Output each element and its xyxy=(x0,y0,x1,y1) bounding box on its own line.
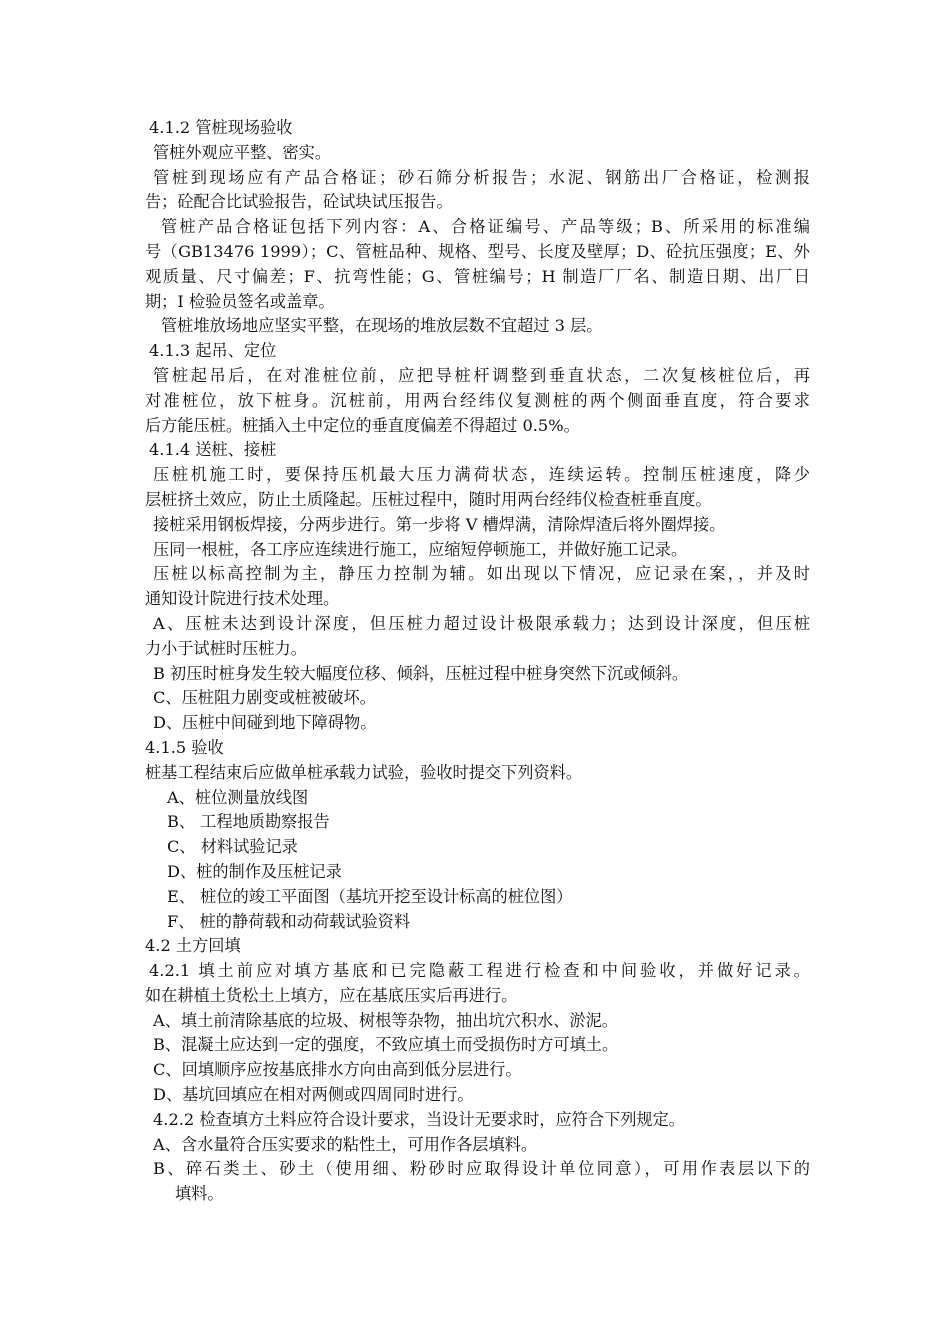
list-item-continuation: 填料。 xyxy=(175,1184,224,1204)
list-item: C、压桩阻力剧变或桩被破坏。 xyxy=(153,688,376,708)
list-item: F、 桩的静荷载和动荷载试验资料 xyxy=(167,911,411,931)
paragraph-line: 观质量、尺寸偏差；F、抗弯性能；G、管桩编号；H 制造厂厂名、制造日期、出厂日 xyxy=(145,266,810,286)
paragraph-line: 管桩到现场应有产品合格证；砂石筛分析报告；水泥、钢筋出厂合格证，检测报 xyxy=(153,167,810,187)
paragraph-line: 期；I 检验员签名或盖章。 xyxy=(145,291,335,311)
paragraph-line: 告；砼配合比试验报告，砼试块试压报告。 xyxy=(145,192,453,212)
paragraph-line: 号（GB13476 1999）；C、管桩品种、规格、型号、长度及壁厚；D、砼抗压强度；E、外 xyxy=(145,241,810,261)
list-item: A、含水量符合压实要求的粘性土，可用作各层填料。 xyxy=(153,1134,538,1154)
list-item: B、碎石类土、砂土（使用细、粉砂时应取得设计单位同意），可用作表层以下的 xyxy=(153,1159,810,1179)
paragraph-line: 管桩产品合格证包括下列内容：A、合格证编号、产品等级；B、所采用的标准编 xyxy=(161,217,810,237)
list-item: C、 材料试验记录 xyxy=(167,837,298,857)
paragraph-line: 层桩挤土效应，防止土质隆起。压桩过程中，随时用两台经纬仪检查桩垂直度。 xyxy=(145,489,712,509)
paragraph-line: 4.2.1 填土前应对填方基底和已完隐蔽工程进行检查和中间验收，并做好记录。 xyxy=(149,961,810,981)
paragraph-line: 通知设计院进行技术处理。 xyxy=(145,589,340,609)
section-heading-4-1-3: 4.1.3 起吊、定位 xyxy=(149,341,277,361)
document-body xyxy=(145,116,810,1207)
paragraph-line: 对准桩位，放下桩身。沉桩前，用两台经纬仪复测桩的两个侧面垂直度，符合要求 xyxy=(145,390,810,410)
paragraph-line: 如在耕植土货松土上填方，应在基底压实后再进行。 xyxy=(145,985,518,1005)
list-item: E、 桩位的竣工平面图（基坑开挖至设计标高的桩位图） xyxy=(167,886,573,906)
list-item: B 初压时桩身发生较大幅度位移、倾斜，压桩过程中桩身突然下沉或倾斜。 xyxy=(153,663,689,683)
paragraph-line: 桩基工程结束后应做单桩承载力试验，验收时提交下列资料。 xyxy=(145,762,583,782)
list-item: A、填土前清除基底的垃圾、树根等杂物，抽出坑穴积水、淤泥。 xyxy=(153,1010,618,1030)
list-item: D、基坑回填应在相对两侧或四周同时进行。 xyxy=(153,1085,474,1105)
paragraph-line: 接桩采用钢板焊接，分两步进行。第一步将 V 槽焊满，清除焊渣后将外圈焊接。 xyxy=(153,514,726,534)
list-item: B、混凝土应达到一定的强度，不致应填土而受损伤时方可填土。 xyxy=(153,1035,619,1055)
paragraph-line: 力小于试桩时压桩力。 xyxy=(145,638,307,658)
paragraph-line: 管桩外观应平整、密实。 xyxy=(153,142,332,162)
list-item: B、 工程地质勘察报告 xyxy=(167,812,330,832)
paragraph-line: 管桩起吊后，在对准桩位前，应把导桩杆调整到垂直状态，二次复核桩位后，再 xyxy=(153,365,810,385)
paragraph-line: 压桩机施工时，要保持压机最大压力满荷状态，连续运转。控制压桩速度，降少 xyxy=(153,465,810,485)
section-heading-4-2: 4.2 土方回填 xyxy=(145,936,241,956)
paragraph-line: 后方能压桩。桩插入土中定位的垂直度偏差不得超过 0.5%。 xyxy=(145,415,580,435)
paragraph-line: 压桩以标高控制为主，静压力控制为辅。如出现以下情况，应记录在案，，并及时 xyxy=(153,564,810,584)
paragraph-line: 管桩堆放场地应坚实平整，在现场的堆放层数不宜超过 3 层。 xyxy=(161,316,603,336)
list-item: D、桩的制作及压桩记录 xyxy=(167,861,342,881)
list-item: D、压桩中间碰到地下障碍物。 xyxy=(153,713,377,733)
paragraph-line: 4.2.2 检查填方土料应符合设计要求，当设计无要求时，应符合下列规定。 xyxy=(153,1109,685,1129)
list-item: A、压桩未达到设计深度，但压桩力超过设计极限承载力；达到设计深度，但压桩 xyxy=(153,613,810,633)
section-heading-4-1-2: 4.1.2 管桩现场验收 xyxy=(149,118,293,137)
section-heading-4-1-5: 4.1.5 验收 xyxy=(145,737,224,757)
list-item: A、桩位测量放线图 xyxy=(167,787,309,807)
section-heading-4-1-4: 4.1.4 送桩、接桩 xyxy=(149,440,277,460)
paragraph-line: 压同一根桩，各工序应连续进行施工，应缩短停顿施工，并做好施工记录。 xyxy=(153,539,688,559)
list-item: C、回填顺序应按基底排水方向由高到低分层进行。 xyxy=(153,1060,522,1080)
